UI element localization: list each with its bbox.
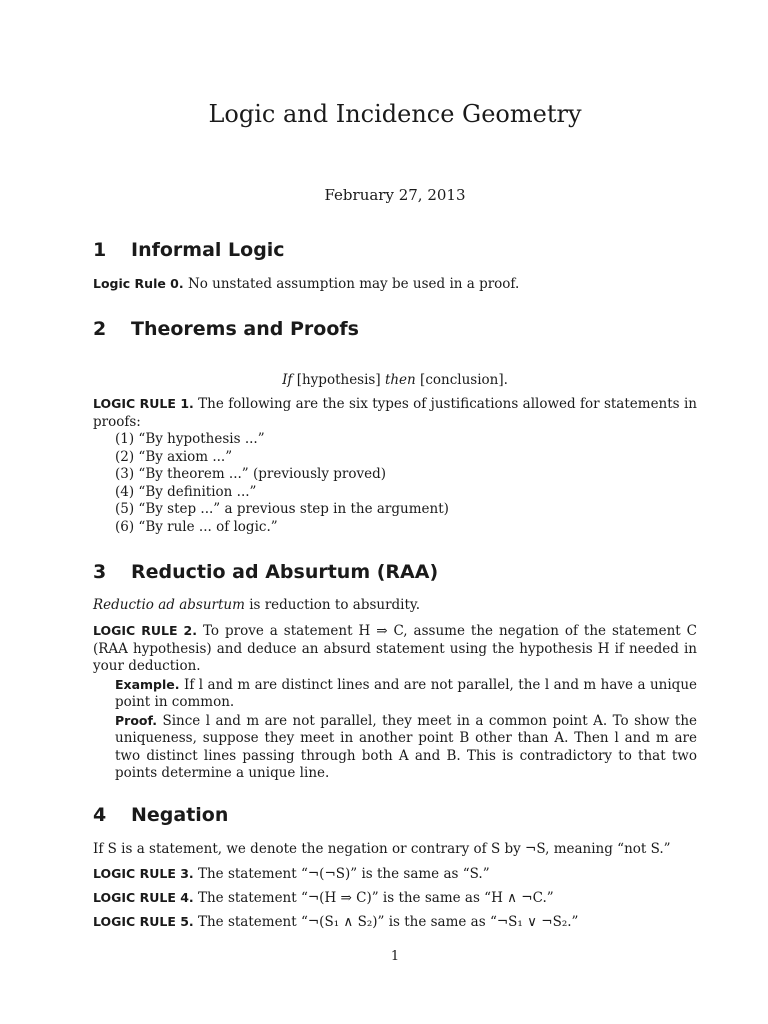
- list-item: (1) “By hypothesis ...”: [115, 431, 265, 447]
- logic-rule-5: [93, 913, 697, 932]
- section-number: 2: [93, 318, 107, 340]
- rule-label: LOGIC RULE 1.: [93, 396, 194, 411]
- proof-text: Since l and m are not parallel, they meet in a common point A. To show the uniqueness, suppose they meet in another point B other than A. Then l and m are two distinct lines passing through both A and B. This is contradictory to that two points determine a unique line.: [115, 712, 697, 781]
- list-item: (4) “By definition ...”: [115, 483, 257, 500]
- document-page: [93, 0, 697, 1024]
- document-date: February 27, 2013: [324, 186, 466, 204]
- section-title: Theorems and Proofs: [131, 318, 359, 340]
- rule-label: LOGIC RULE 2.: [93, 623, 197, 638]
- section-heading-2: [93, 316, 359, 342]
- then-word: then: [384, 372, 416, 388]
- logic-rule-0: [93, 275, 697, 294]
- section-title: Reductio ad Absurtum (RAA): [131, 561, 439, 583]
- list-item: (6) “By rule ... of logic.”: [115, 518, 278, 535]
- example-label: Example.: [115, 676, 180, 692]
- if-then-form: [93, 372, 697, 390]
- hypothesis-text: [hypothesis]: [296, 372, 381, 388]
- rule-label: Logic Rule 0.: [93, 276, 184, 291]
- logic-rule-1: [93, 395, 697, 536]
- rule-label: LOGIC RULE 5.: [93, 914, 194, 929]
- section-title: Informal Logic: [131, 239, 285, 261]
- example-paragraph: [93, 676, 697, 712]
- if-word: If: [282, 372, 293, 388]
- proof-paragraph: [93, 712, 697, 783]
- rule-text: To prove a statement H ⇒ C, assume the negation of the statement C (RAA hypothesis) and deduce an absurd statement using the hypothesis H if needed in your deduction.: [93, 623, 697, 674]
- raa-term: Reductio ad absurtum: [93, 597, 245, 613]
- section-title: Negation: [131, 804, 229, 826]
- section-heading-3: [93, 559, 438, 585]
- example-text: If l and m are distinct lines and are not parallel, the l and m have a unique point in common.: [115, 676, 698, 710]
- logic-rule-2: [93, 622, 697, 783]
- raa-intro-text: is reduction to absurdity.: [249, 597, 421, 613]
- section-number: 3: [93, 561, 107, 583]
- section-number: 4: [93, 804, 107, 826]
- rule-paragraph: [93, 395, 697, 431]
- list-item: (3) “By theorem ...” (previously proved): [115, 466, 387, 482]
- raa-intro: [93, 597, 697, 615]
- proof-label: Proof.: [115, 712, 158, 728]
- rule-text: The statement “¬(H ⇒ C)” is the same as “H ∧ ¬C.”: [197, 890, 554, 906]
- section-heading-4: [93, 802, 228, 828]
- rule-label: LOGIC RULE 3.: [93, 866, 194, 881]
- section-heading-1: [93, 237, 285, 263]
- conclusion-text: [conclusion].: [420, 372, 508, 388]
- rule-text: The statement “¬(S₁ ∧ S₂)” is the same as “¬S₁ ∨ ¬S₂.”: [197, 914, 579, 930]
- negation-intro: If S is a statement, we denote the negation or contrary of S by ¬S, meaning “not S.”: [93, 841, 671, 857]
- rule-text: The following are the six types of justifications allowed for statements in proofs:: [93, 396, 697, 430]
- list-item: (5) “By step ...” a previous step in the argument): [115, 501, 449, 517]
- logic-rule-4: [93, 889, 697, 908]
- rule-text: The statement “¬(¬S)” is the same as “S.”: [197, 866, 490, 882]
- document-title: Logic and Incidence Geometry: [208, 100, 582, 128]
- rule-label: LOGIC RULE 4.: [93, 890, 194, 905]
- logic-rule-3: [93, 865, 697, 884]
- rule-paragraph: [93, 622, 697, 676]
- rule-text: No unstated assumption may be used in a proof.: [187, 276, 520, 292]
- section-number: 1: [93, 239, 107, 261]
- page-number: 1: [390, 949, 400, 964]
- list-item: (2) “By axiom ...”: [115, 448, 233, 465]
